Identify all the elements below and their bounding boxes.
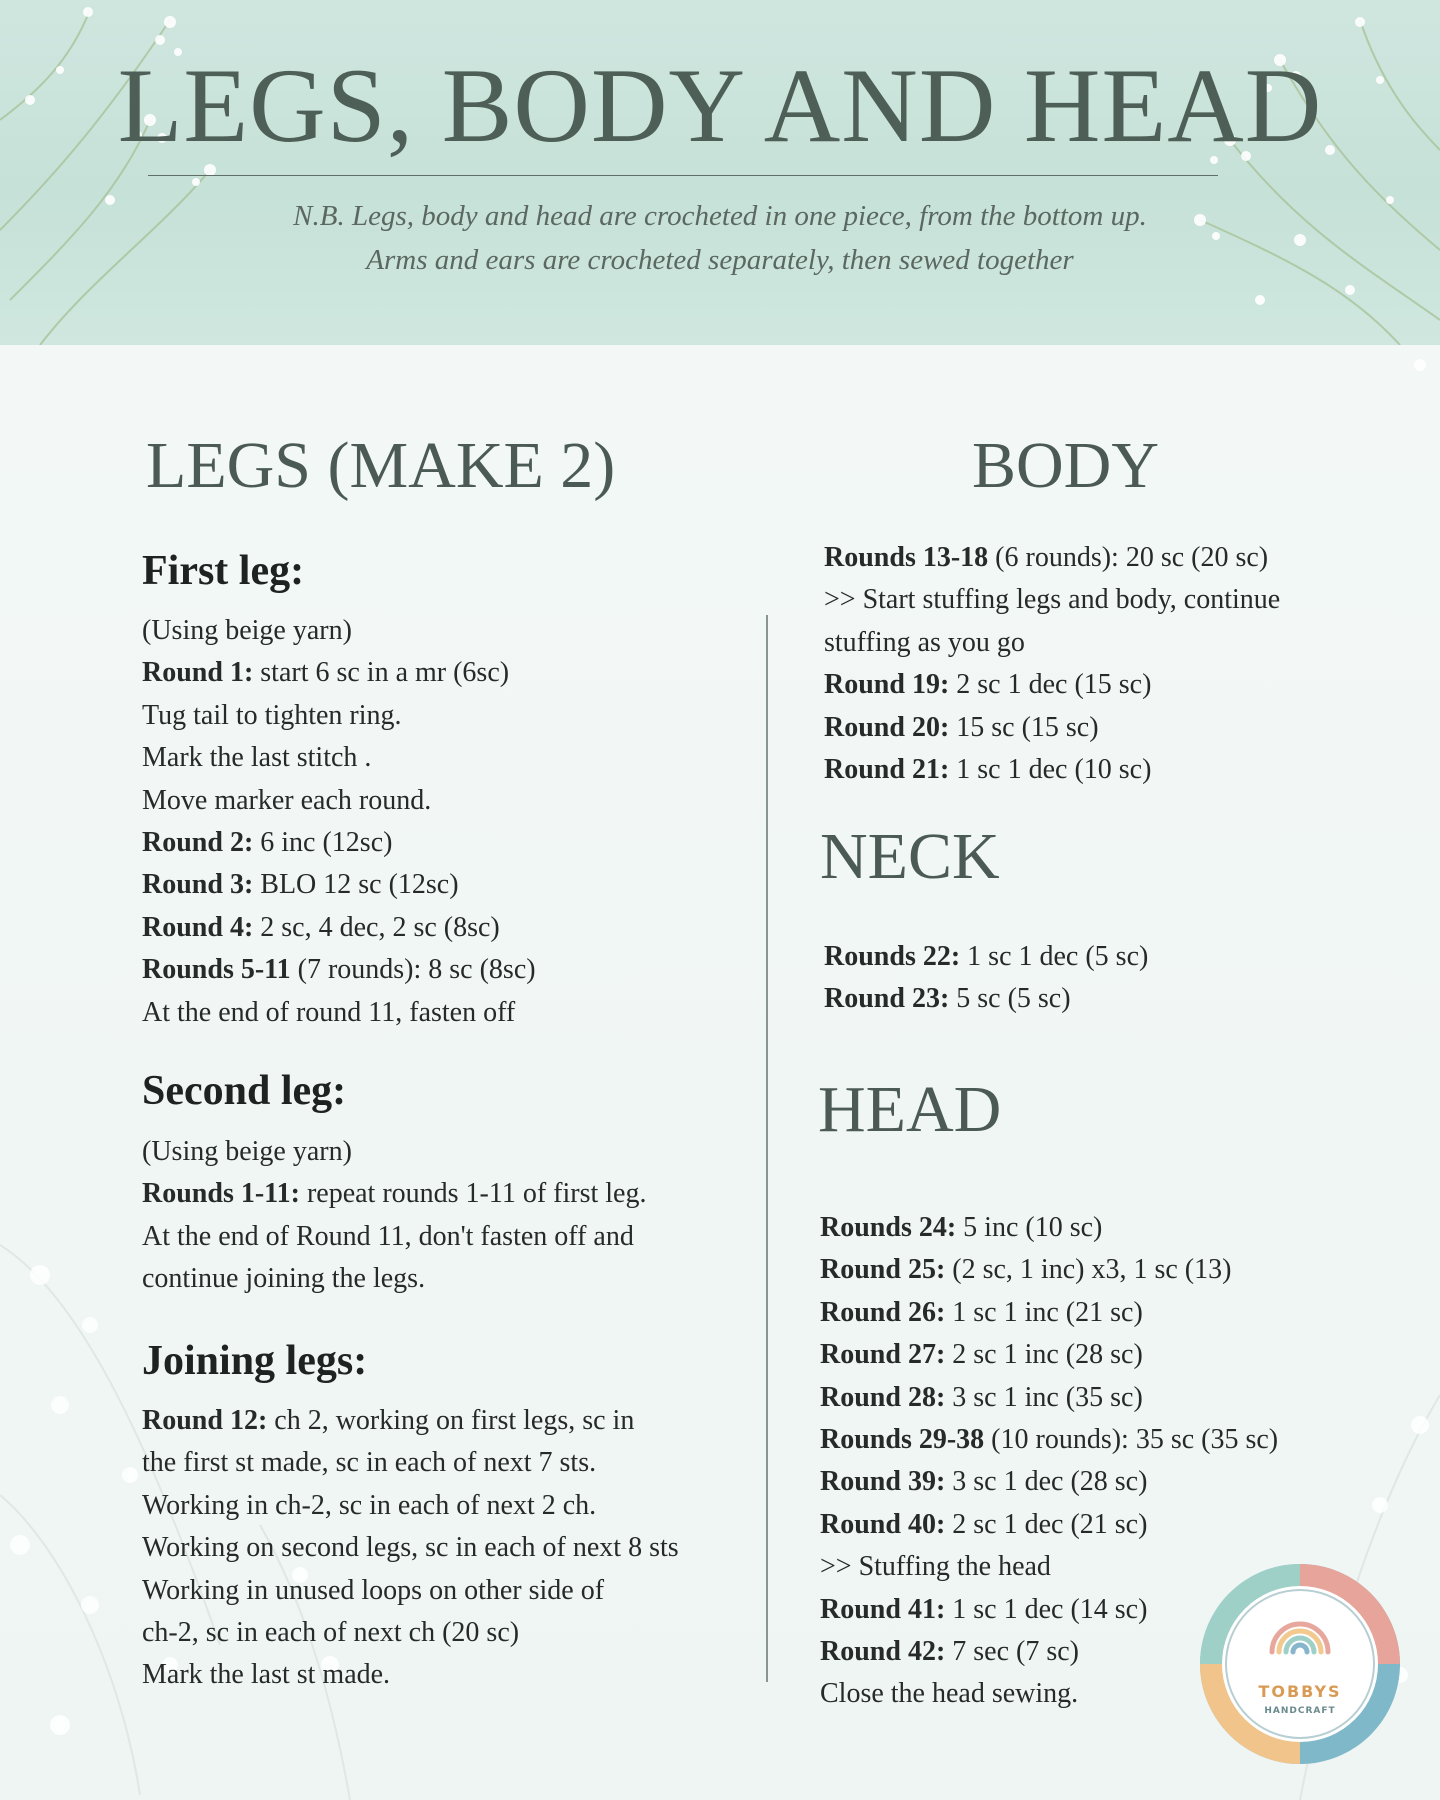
instruction-line (142, 992, 536, 1034)
instruction-line (824, 978, 1148, 1020)
instruction-line (142, 780, 536, 822)
instruction-line (142, 822, 536, 864)
joining-legs-title: Joining legs: (142, 1338, 368, 1384)
instruction-line (142, 1612, 679, 1654)
instruction-line (824, 664, 1280, 706)
body-instructions (824, 537, 1280, 791)
round-label: Round 21: (824, 754, 950, 786)
instruction-text: 3 sc 1 inc (35 sc) (945, 1381, 1143, 1413)
logo-name: TOBBYS (1258, 1682, 1342, 1701)
instruction-text: (6 rounds): 20 sc (20 sc) (988, 542, 1269, 573)
instruction-text: (Using beige yarn) (142, 1136, 352, 1167)
joining-legs-instructions (142, 1400, 679, 1697)
instruction-line (820, 1334, 1278, 1376)
round-label: Round 39: (820, 1466, 946, 1498)
instruction-text: 2 sc, 4 dec, 2 sc (8sc) (253, 911, 500, 943)
instruction-line (142, 1527, 679, 1569)
legs-heading: LEGS (MAKE 2) (146, 429, 616, 502)
round-label: Rounds 1-11: (142, 1178, 300, 1210)
instruction-line (142, 1173, 646, 1215)
instruction-text: Tug tail to tighten ring. (142, 699, 402, 731)
instruction-text: Working in unused loops on other side of (142, 1574, 605, 1606)
round-label: Round 23: (824, 983, 950, 1015)
first-leg-title: First leg: (142, 548, 305, 594)
instruction-line (142, 1216, 646, 1258)
instruction-line (142, 652, 536, 694)
round-label: Round 25: (820, 1254, 946, 1286)
instruction-text: Mark the last stitch . (142, 742, 372, 774)
instruction-line (820, 1207, 1278, 1249)
round-label: Rounds 22: (824, 941, 961, 972)
instruction-line (142, 1654, 679, 1696)
instruction-line (142, 949, 536, 991)
instruction-text: Working in ch-2, sc in each of next 2 ch. (142, 1489, 597, 1521)
round-label: Round 12: (142, 1405, 268, 1436)
subtitle-line: N.B. Legs, body and head are crocheted in one piece, from the bottom up. (293, 200, 1147, 232)
logo-tagline: HANDCRAFT (1264, 1706, 1336, 1716)
instruction-line (824, 936, 1148, 978)
instruction-line (824, 707, 1280, 749)
subtitle (0, 194, 1440, 282)
instruction-line (820, 1377, 1278, 1419)
round-label: Round 28: (820, 1381, 946, 1413)
instruction-text: continue joining the legs. (142, 1263, 426, 1295)
instruction-text: 2 sc 1 inc (28 sc) (945, 1339, 1143, 1371)
round-label: Round 26: (820, 1296, 946, 1328)
instruction-text: 1 sc 1 inc (21 sc) (945, 1296, 1143, 1328)
instruction-line (142, 1131, 646, 1173)
instruction-text: Close the head sewing. (820, 1678, 1079, 1710)
title-underline (148, 175, 1218, 176)
tobbys-logo (1196, 1560, 1404, 1768)
instruction-line (824, 579, 1280, 621)
round-label: Round 4: (142, 911, 254, 943)
round-label: Rounds 5-11 (142, 954, 291, 986)
instruction-text: 2 sc 1 dec (15 sc) (949, 669, 1152, 701)
header-banner (0, 0, 1440, 345)
round-label: Round 20: (824, 711, 950, 743)
instruction-text: Working on second legs, sc in each of next 8 sts (142, 1532, 679, 1564)
instruction-text: At the end of Round 11, don't fasten off and (142, 1220, 634, 1252)
instruction-text: 1 sc 1 dec (14 sc) (945, 1593, 1148, 1625)
instruction-line (142, 1485, 679, 1527)
instruction-line (142, 864, 536, 906)
instruction-text: >> Start stuffing legs and body, continue (824, 584, 1281, 616)
instruction-text: Move marker each round. (142, 784, 432, 816)
instruction-line (824, 537, 1280, 579)
round-label: Rounds 29-38 (820, 1424, 985, 1456)
instruction-line (142, 737, 536, 779)
instruction-line (820, 1461, 1278, 1503)
instruction-text: (Using beige yarn) (142, 615, 352, 646)
instruction-line (824, 622, 1280, 664)
round-label: Round 3: (142, 869, 254, 901)
instruction-text: 2 sc 1 dec (21 sc) (945, 1508, 1148, 1540)
round-label: Round 42: (820, 1636, 946, 1668)
instruction-text: 5 inc (10 sc) (956, 1212, 1103, 1243)
round-label: Round 40: (820, 1508, 946, 1540)
second-leg-title: Second leg: (142, 1068, 347, 1114)
instruction-line (142, 907, 536, 949)
instruction-line (142, 610, 536, 652)
round-label: Rounds 13-18 (824, 542, 989, 573)
neck-heading: NECK (820, 820, 1000, 893)
page-title: LEGS, BODY AND HEAD (117, 47, 1323, 164)
instruction-line (824, 749, 1280, 791)
instruction-text: (10 rounds): 35 sc (35 sc) (984, 1424, 1279, 1456)
instruction-line (142, 695, 536, 737)
instruction-line (142, 1570, 679, 1612)
round-label: Round 19: (824, 669, 950, 701)
instruction-text: 1 sc 1 dec (5 sc) (960, 941, 1149, 972)
instruction-text: start 6 sc in a mr (6sc) (253, 657, 510, 689)
instruction-line (820, 1292, 1278, 1334)
instruction-text: stuffing as you go (824, 626, 1025, 658)
instruction-text: 5 sc (5 sc) (949, 983, 1071, 1015)
instruction-line (820, 1504, 1278, 1546)
instruction-line (820, 1249, 1278, 1291)
instruction-text: 1 sc 1 dec (10 sc) (949, 754, 1152, 786)
instruction-text: At the end of round 11, fasten off (142, 996, 516, 1028)
first-leg-instructions (142, 610, 536, 1034)
instruction-text: 15 sc (15 sc) (949, 711, 1099, 743)
instruction-text: >> Stuffing the head (820, 1551, 1051, 1583)
body-heading: BODY (972, 429, 1160, 502)
instruction-text: repeat rounds 1-11 of first leg. (299, 1178, 647, 1210)
round-label: Round 41: (820, 1593, 946, 1625)
instruction-text: (2 sc, 1 inc) x3, 1 sc (13) (945, 1254, 1232, 1286)
instruction-text: (7 rounds): 8 sc (8sc) (290, 954, 536, 986)
round-label: Rounds 24: (820, 1212, 957, 1243)
round-label: Round 1: (142, 657, 254, 689)
instruction-text: 7 sec (7 sc) (945, 1636, 1079, 1668)
column-divider (766, 615, 768, 1682)
instruction-line (820, 1419, 1278, 1461)
second-leg-instructions (142, 1131, 646, 1301)
head-heading: HEAD (818, 1073, 1002, 1146)
subtitle-line: Arms and ears are crocheted separately, then sewed together (366, 244, 1074, 276)
instruction-text: BLO 12 sc (12sc) (253, 869, 459, 901)
instruction-line (142, 1400, 679, 1442)
instruction-text: 6 inc (12sc) (253, 827, 393, 859)
instruction-line (142, 1442, 679, 1484)
round-label: Round 27: (820, 1339, 946, 1371)
instruction-text: Mark the last st made. (142, 1659, 391, 1691)
round-label: Round 2: (142, 827, 254, 859)
instruction-line (142, 1258, 646, 1300)
instruction-text: ch-2, sc in each of next ch (20 sc) (142, 1617, 520, 1649)
instruction-text: ch 2, working on first legs, sc in (267, 1405, 635, 1436)
instruction-text: the first st made, sc in each of next 7 sts. (142, 1447, 597, 1479)
instruction-text: 3 sc 1 dec (28 sc) (945, 1466, 1148, 1498)
neck-instructions (824, 936, 1148, 1021)
